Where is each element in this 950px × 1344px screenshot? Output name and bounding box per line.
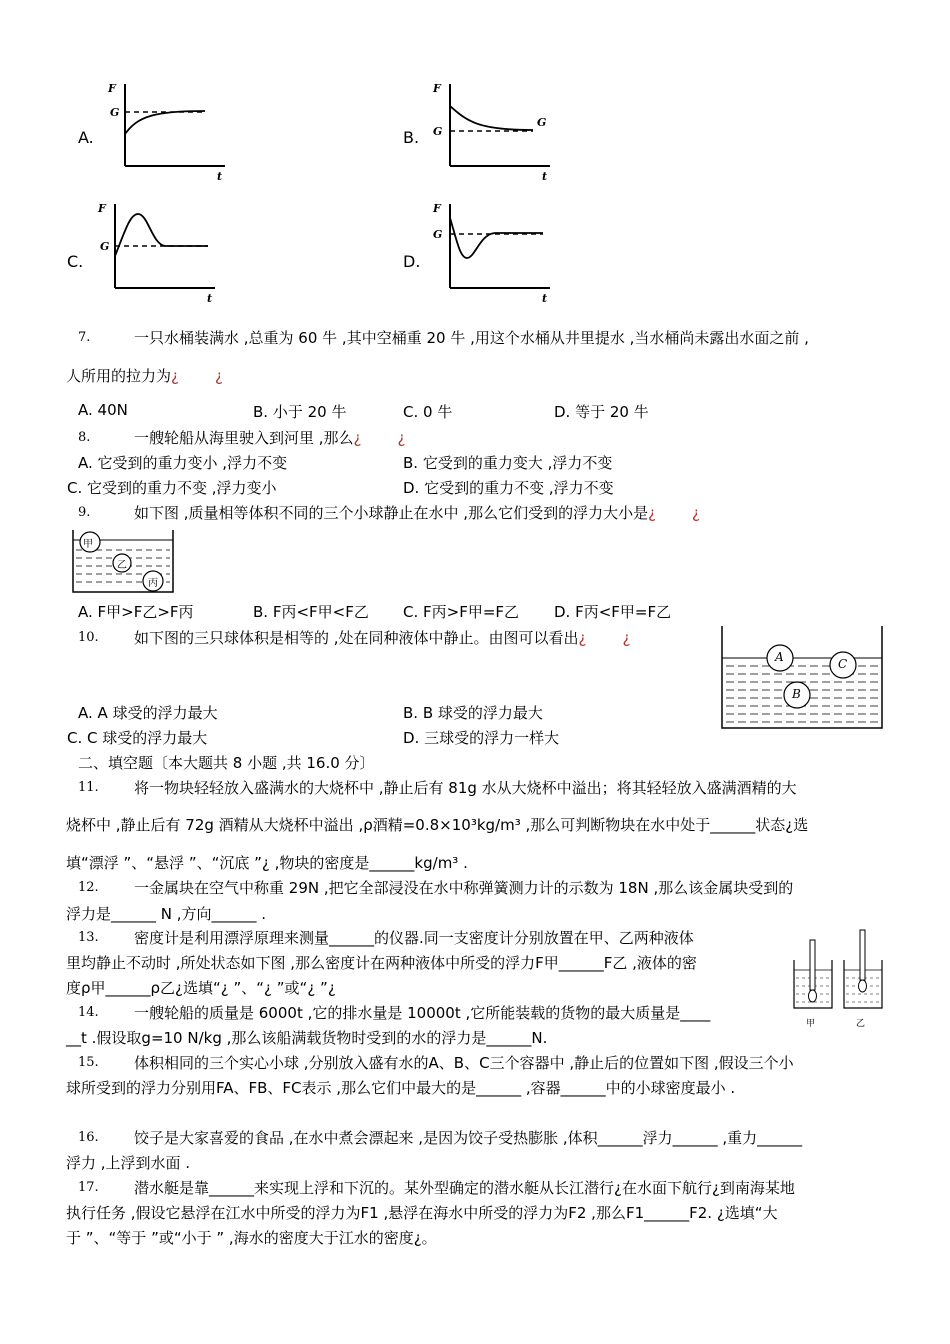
q13-label-yi: 乙 [856, 1019, 866, 1029]
q13-hydrometer-figure [790, 926, 890, 1014]
q10-stem: 如下图的三只球体积是相等的 ,处在同种液体中静止。由图可以看出¿ ¿ [134, 629, 631, 647]
graph-d-f: F [433, 202, 441, 215]
graph-d-g: G [433, 228, 443, 241]
q12-line2: 浮力是______ N ,方向______ . [66, 905, 267, 923]
q7-option-c[interactable]: C. 0 牛 [403, 403, 453, 421]
q7-option-d[interactable]: D. 等于 20 牛 [554, 403, 649, 421]
q12-number: 12. [78, 880, 99, 895]
section-title-fill-blank: 二、填空题〔本大题共 8 小题 ,共 16.0 分〕 [78, 754, 375, 772]
q8-option-d[interactable]: D. 它受到的重力不变 ,浮力不变 [403, 479, 614, 497]
q16-line1: 饺子是大家喜爱的食品 ,在水中煮会漂起来 ,是因为饺子受热膨胀 ,体积______浮力______ ,重力______ [134, 1129, 803, 1147]
graph-b-t: t [542, 170, 548, 183]
q9-ball-jia: 甲 [83, 539, 93, 550]
q17-line2: 执行任务 ,假设它悬浮在江水中所受的浮力为F1 ,悬浮在海水中所受的浮力为F2 ,那么F1______F2. ¿选填“大 [66, 1204, 778, 1222]
graph-c-t: t [207, 292, 213, 305]
q17-line1: 潜水艇是靠______来实现上浮和下沉的。某外型确定的潜水艇从长江潜行¿在水面下航行¿到南海某地 [134, 1179, 795, 1197]
q13-line2: 里均静止不动时 ,所处状态如下图 ,那么密度计在两种液体中所受的浮力F甲______F乙 ,液体的密 [66, 954, 697, 972]
q14-number: 14. [78, 1005, 99, 1020]
option-d-label: D. [403, 252, 421, 271]
option-a-label: A. [78, 128, 94, 147]
q10-option-a[interactable]: A. A 球受的浮力最大 [78, 704, 218, 722]
graph-c-f: F [98, 202, 106, 215]
graph-d-t: t [542, 292, 548, 305]
q17-number: 17. [78, 1180, 99, 1195]
q9-option-b[interactable]: B. F丙<F甲<F乙 [253, 603, 369, 621]
q11-number: 11. [78, 780, 99, 795]
graph-b-g: G [433, 125, 443, 138]
q7-line2: 人所用的拉力为¿ ¿ [66, 367, 223, 385]
q14-line2: __t .假设取g=10 N/kg ,那么该船满载货物时受到的水的浮力是______N. [66, 1029, 548, 1047]
q8-option-a[interactable]: A. 它受到的重力变小 ,浮力不变 [78, 454, 288, 472]
q9-number: 9. [78, 505, 91, 520]
q15-number: 15. [78, 1055, 99, 1070]
option-b-label: B. [403, 128, 420, 147]
q9-option-d[interactable]: D. F丙<F甲=F乙 [554, 603, 672, 621]
q10-ball-a: A [775, 650, 784, 664]
q7-line1: 一只水桶装满水 ,总重为 60 牛 ,其中空桶重 20 牛 ,用这个水桶从井里提水 ,当水桶尚未露出水面之前 , [134, 329, 809, 347]
q14-line1: 一艘轮船的质量是 6000t ,它的排水量是 10000t ,它所能装载的货物的最大质量是____ [134, 1004, 711, 1022]
q10-option-d[interactable]: D. 三球受的浮力一样大 [403, 729, 560, 747]
q8-option-c[interactable]: C. 它受到的重力不变 ,浮力变小 [67, 479, 277, 497]
q11-line2: 烧杯中 ,静止后有 72g 酒精从大烧杯中溢出 ,ρ酒精=0.8×10³kg/m³ ,那么可判断物块在水中处于______状态¿选 [66, 816, 809, 834]
q7-option-b[interactable]: B. 小于 20 牛 [253, 403, 347, 421]
graph-d [425, 196, 555, 308]
q10-number: 10. [78, 630, 99, 645]
graph-a-g: G [110, 106, 120, 119]
q16-line2: 浮力 ,上浮到水面 . [66, 1154, 191, 1172]
graph-c [90, 196, 220, 308]
q10-option-b[interactable]: B. B 球受的浮力最大 [403, 704, 543, 722]
q15-line1: 体积相同的三个实心小球 ,分别放入盛有水的A、B、C三个容器中 ,静止后的位置如下图 ,假设三个小 [134, 1054, 794, 1072]
q13-line3: 度ρ甲______ρ乙¿选填“¿ ”、“¿ ”或“¿ ”¿ [66, 979, 336, 997]
graph-a-f: F [108, 82, 116, 95]
graph-a-t: t [217, 170, 223, 183]
q7-number: 7. [78, 330, 91, 345]
graph-b [425, 76, 555, 186]
q11-line1: 将一物块轻轻放入盛满水的大烧杯中 ,静止后有 81g 水从大烧杯中溢出；将其轻轻放入盛满酒精的大 [134, 779, 797, 797]
q10-option-c[interactable]: C. C 球受的浮力最大 [67, 729, 208, 747]
q11-line3: 填“漂浮 ”、“悬浮 ”、“沉底 ”¿ ,物块的密度是______kg/m³ . [66, 854, 468, 872]
q13-line1: 密度计是利用漂浮原理来测量______的仪器.同一支密度计分别放置在甲、乙两种液体 [134, 929, 694, 947]
graph-b-f: F [433, 82, 441, 95]
q12-line1: 一金属块在空气中称重 29N ,把它全部浸没在水中称弹簧测力计的示数为 18N ,那么该金属块受到的 [134, 879, 794, 897]
q9-ball-yi: 乙 [117, 560, 127, 571]
q13-label-jia: 甲 [806, 1019, 816, 1029]
q16-number: 16. [78, 1130, 99, 1145]
q8-number: 8. [78, 430, 91, 445]
q9-option-a[interactable]: A. F甲>F乙>F丙 [78, 603, 194, 621]
graph-b-g-right: G [537, 116, 547, 129]
graph-c-g: G [100, 240, 110, 253]
q8-stem: 一艘轮船从海里驶入到河里 ,那么¿ ¿ [134, 429, 406, 447]
q17-line3: 于 ”、“等于 ”或“小于 ” ,海水的密度大于江水的密度¿。 [66, 1229, 437, 1247]
q7-option-a[interactable]: A. 40N [78, 401, 128, 419]
q9-stem: 如下图 ,质量相等体积不同的三个小球静止在水中 ,那么它们受到的浮力大小是¿ ¿ [134, 504, 701, 522]
option-c-label: C. [67, 252, 84, 271]
q9-option-c[interactable]: C. F丙>F甲=F乙 [403, 603, 520, 621]
q8-option-b[interactable]: B. 它受到的重力变大 ,浮力不变 [403, 454, 613, 472]
q13-number: 13. [78, 930, 99, 945]
q10-ball-c: C [838, 657, 848, 671]
q10-ball-b: B [792, 687, 801, 701]
graph-a [100, 76, 230, 186]
q10-container-figure [718, 624, 886, 732]
q15-line2: 球所受到的浮力分别用FA、FB、FC表示 ,那么它们中最大的是______ ,容器______中的小球密度最小 . [66, 1079, 736, 1097]
q9-ball-bing: 丙 [148, 578, 158, 589]
